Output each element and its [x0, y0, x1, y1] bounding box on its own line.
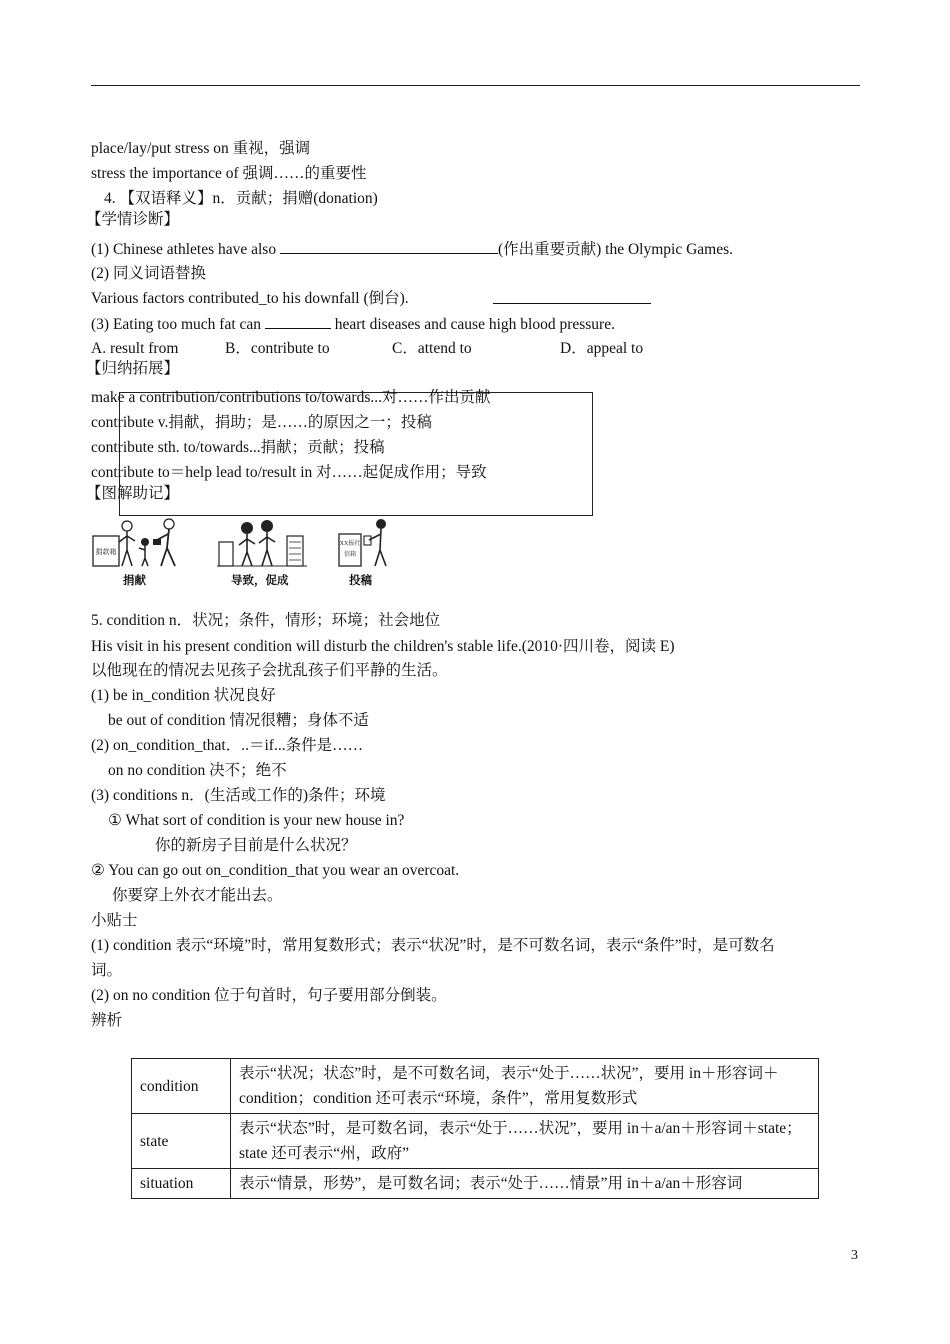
table-cell-word: situation [132, 1169, 231, 1199]
expansion-heading: 【归纳拓展】 [86, 360, 180, 377]
example-1-translation: 你的新房子目前是什么状况？ [155, 837, 357, 854]
example-translation: 以他现在的情况去见孩子会扰乱孩子们平静的生活。 [91, 662, 448, 679]
tips-heading: 小贴士 [91, 912, 138, 929]
example-2-translation: 你要穿上外衣才能出去。 [112, 887, 283, 904]
tip-2: (2) on no condition 位于句首时，句子要用部分倒装。 [91, 987, 447, 1004]
stress-phrase-2: stress the importance of 强调……的重要性 [91, 165, 367, 182]
svg-text:信箱: 信箱 [343, 552, 357, 558]
table-cell-desc: 表示“状态”时，是可数名词，表示“处于……状况”，要用 in＋a/an＋形容词＋state；state 还可表示“州，政府” [231, 1114, 819, 1169]
expansion-line: contribute to＝help lead to/result in 对……起促成作用；导致 [91, 464, 487, 481]
analysis-heading: 辨析 [91, 1012, 123, 1029]
donation-sketch-icon [91, 514, 183, 572]
illustration-heading: 【图解助记】 [86, 485, 180, 502]
example-2: ② You can go out on_condition_that you wear an overcoat. [91, 862, 460, 879]
item-5-title: 5. condition n．状况；条件，情形；环境；社会地位 [91, 612, 441, 629]
table-cell-word: condition [132, 1059, 231, 1114]
phrase-1a: (1) be in_condition 状况良好 [91, 687, 276, 704]
page-number: 3 [851, 1248, 858, 1263]
example-sentence: His visit in his present condition will disturb the children's stable life.(2010·四川卷，阅读 E) [91, 638, 675, 655]
item-4-heading: 4. 【双语释义】n．贡献；捐赠(donation) [104, 190, 378, 207]
phrase-3: (3) conditions n．(生活或工作的)条件；环境 [91, 787, 386, 804]
expansion-line: make a contribution/contributions to/towards...对……作出贡献 [91, 389, 491, 406]
lead-to-illustration [217, 514, 307, 594]
submit-article-illustration [333, 514, 423, 594]
diagnosis-heading: 【学情诊断】 [86, 211, 180, 228]
comparison-table [131, 1058, 819, 1199]
phrase-1b: be out of condition 情况很糟；身体不适 [108, 712, 369, 729]
phrase-2b: on no condition 决不；绝不 [108, 762, 287, 779]
illustrations [91, 514, 411, 594]
option-b: B．contribute to [225, 340, 330, 357]
svg-text:XX报社: XX报社 [339, 541, 361, 547]
question-2-text: Various factors contributed_to his downfall (倒台). [91, 290, 409, 307]
expansion-line: contribute v.捐献，捐助；是……的原因之一；投稿 [91, 414, 432, 431]
table-row [132, 1059, 819, 1114]
table-row [132, 1114, 819, 1169]
caption-donate: 捐献 [123, 573, 146, 587]
tip-1: (1) condition 表示“环境”时，常用复数形式；表示“状况”时，是不可数名词，表示“条件”时，是可数名 [91, 937, 775, 954]
option-c: C．attend to [392, 340, 472, 357]
example-1: ① What sort of condition is your new house in? [108, 812, 405, 829]
tip-1-cont: 词。 [91, 962, 123, 979]
answer-blank [280, 239, 498, 254]
answer-blank [265, 314, 331, 329]
donation-illustration [91, 514, 181, 594]
header-rule [91, 85, 860, 86]
table-row [132, 1169, 819, 1199]
children-sketch-icon [217, 514, 307, 572]
table-cell-word: state [132, 1114, 231, 1169]
stress-phrase-1: place/lay/put stress on 重视，强调 [91, 140, 311, 157]
question-3: (3) Eating too much fat can heart diseases and cause high blood pressure. [91, 316, 615, 333]
answer-blank-line [493, 289, 651, 310]
table-cell-desc: 表示“状况；状态”时，是不可数名词，表示“处于……状况”，要用 in＋形容词＋condition；condition 还可表示“环境，条件”，常用复数形式 [231, 1059, 819, 1114]
question-1: (1) Chinese athletes have also (作出重要贡献) the Olympic Games. [91, 241, 733, 258]
option-d: D．appeal to [560, 340, 644, 357]
caption-lead-to: 导致，促成 [231, 573, 289, 587]
table-cell-desc: 表示“情景，形势”，是可数名词；表示“处于……情景”用 in＋a/an＋形容词 [231, 1169, 819, 1199]
option-a: A. result from [91, 340, 179, 357]
mailbox-sketch-icon [333, 514, 403, 572]
phrase-2a: (2) on_condition_that．..＝if...条件是…… [91, 737, 364, 754]
expansion-line: contribute sth. to/towards...捐献；贡献；投稿 [91, 439, 385, 456]
question-2-title: (2) 同义词语替换 [91, 265, 206, 282]
svg-text:捐款箱: 捐款箱 [95, 548, 117, 556]
caption-submit: 投稿 [349, 573, 372, 587]
